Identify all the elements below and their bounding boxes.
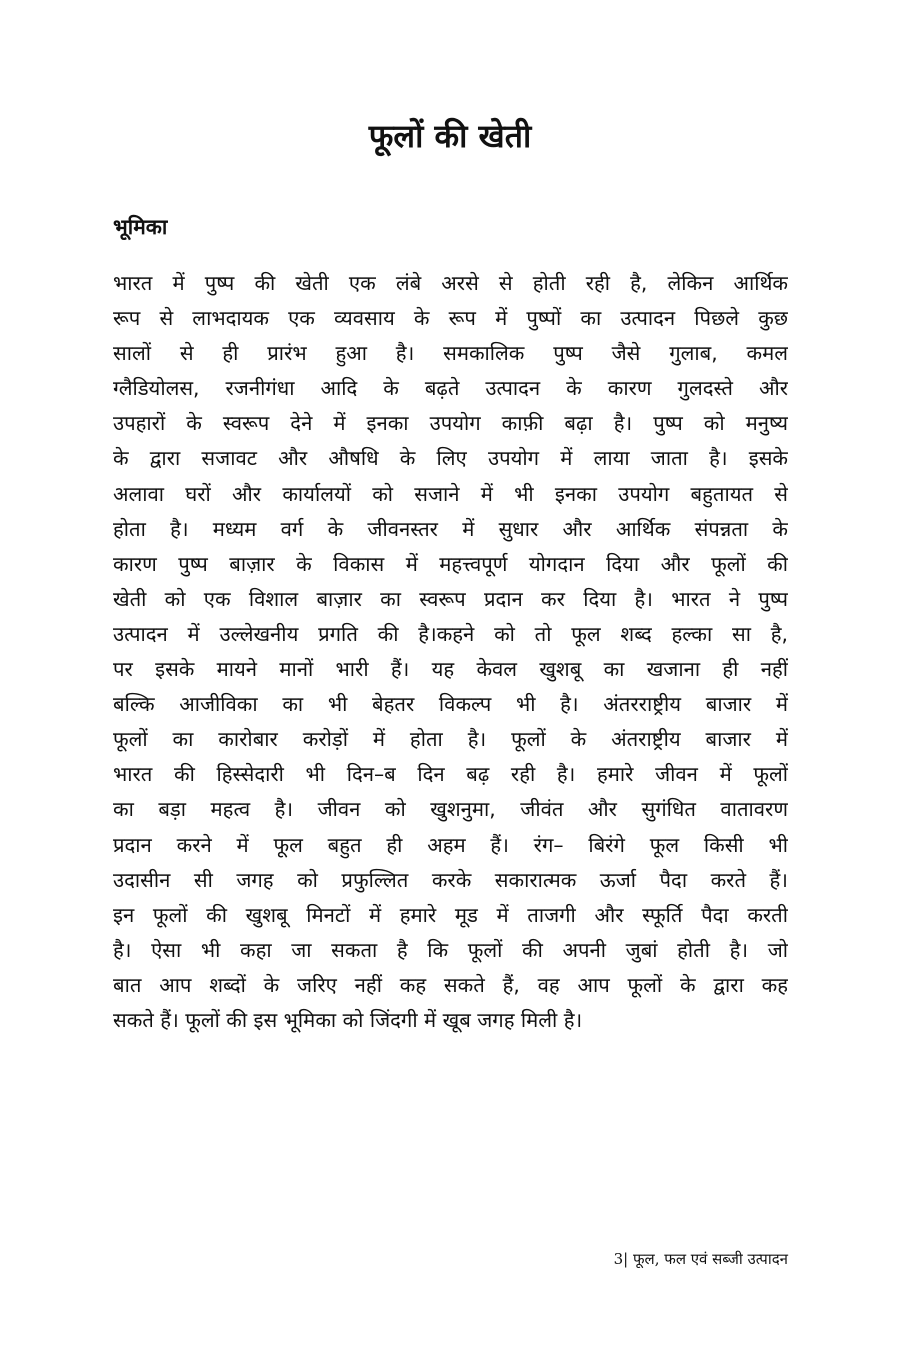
paragraph-line: पर इसके मायने मानों भारी हैं। यह केवल खुशबू का खजाना ही नहीं [113,657,788,682]
paragraph-line: बात आप शब्दों के जरिए नहीं कह सकते हैं, वह आप फूलों के द्वारा कह [113,972,788,997]
paragraph-line: फूलों का कारोबार करोड़ों में होता है। फूलों के अंतराष्ट्रीय बाजार में [113,727,788,752]
paragraph-line: उदासीन सी जगह को प्रफुल्लित करके सकारात्मक ऊर्जा पैदा करते हैं। [113,867,788,892]
book-title: फूल, फल एवं सब्जी उत्पादन [628,1250,788,1268]
paragraph-line: होता है। मध्यम वर्ग के जीवनस्तर में सुधार और आर्थिक संपन्नता के [113,516,788,541]
paragraph-line: प्रदान करने में फूल बहुत ही अहम हैं। रंग– बिरंगे फूल किसी भी [113,832,788,857]
paragraph-line: का बड़ा महत्व है। जीवन को खुशनुमा, जीवंत और सुगंधित वातावरण [113,797,788,822]
footer-separator: | [623,1250,629,1268]
section-heading: भूमिका [113,215,168,239]
paragraph-line: के द्वारा सजावट और औषधि के लिए उपयोग में लाया जाता है। इसके [113,446,788,471]
page-number: 3 [613,1250,624,1268]
paragraph-line: ग्लैडियोलस, रजनीगंधा आदि के बढ़ते उत्पादन के कारण गुलदस्ते और [113,376,788,401]
paragraph-line: रूप से लाभदायक एक व्यवसाय के रूप में पुष्पों का उत्पादन पिछले कुछ [113,306,788,331]
paragraph-line: बल्कि आजीविका का भी बेहतर विकल्प भी है। अंतरराष्ट्रीय बाजार में [113,692,788,717]
body-paragraph [113,266,788,1038]
paragraph-line: भारत की हिस्सेदारी भी दिन–ब दिन बढ़ रही है। हमारे जीवन में फूलों [113,762,788,787]
paragraph-line: सालों से ही प्रारंभ हुआ है। समकालिक पुष्प जैसे गुलाब, कमल [113,341,788,366]
paragraph-line: भारत में पुष्प की खेती एक लंबे अरसे से होती रही है, लेकिन आर्थिक [113,271,788,295]
paragraph-line: अलावा घरों और कार्यालयों को सजाने में भी इनका उपयोग बहुतायत से [113,481,788,506]
paragraph-line: है। ऐसा भी कहा जा सकता है कि फूलों की अपनी जुबां होती है। जो [113,937,788,962]
paragraph-line: उपहारों के स्वरूप देने में इनका उपयोग काफ़ी बढ़ा है। पुष्प को मनुष्य [113,411,788,436]
page-footer [614,1248,788,1270]
paragraph-line: कारण पुष्प बाज़ार के विकास में महत्त्वपूर्ण योगदान दिया और फूलों की [113,551,788,576]
paragraph-line: उत्पादन में उल्लेखनीय प्रगति की है।कहने को तो फूल शब्द हल्का सा है, [113,621,788,646]
page-title: फूलों की खेती [368,117,532,155]
paragraph-line: खेती को एक विशाल बाज़ार का स्वरूप प्रदान कर दिया है। भारत ने पुष्प [113,586,788,611]
paragraph-line: इन फूलों की खुशबू मिनटों में हमारे मूड में ताजगी और स्फूर्ति पैदा करती [113,902,788,927]
paragraph-line: सकते हैं। फूलों की इस भूमिका को जिंदगी में खूब जगह मिली है। [113,1007,583,1032]
